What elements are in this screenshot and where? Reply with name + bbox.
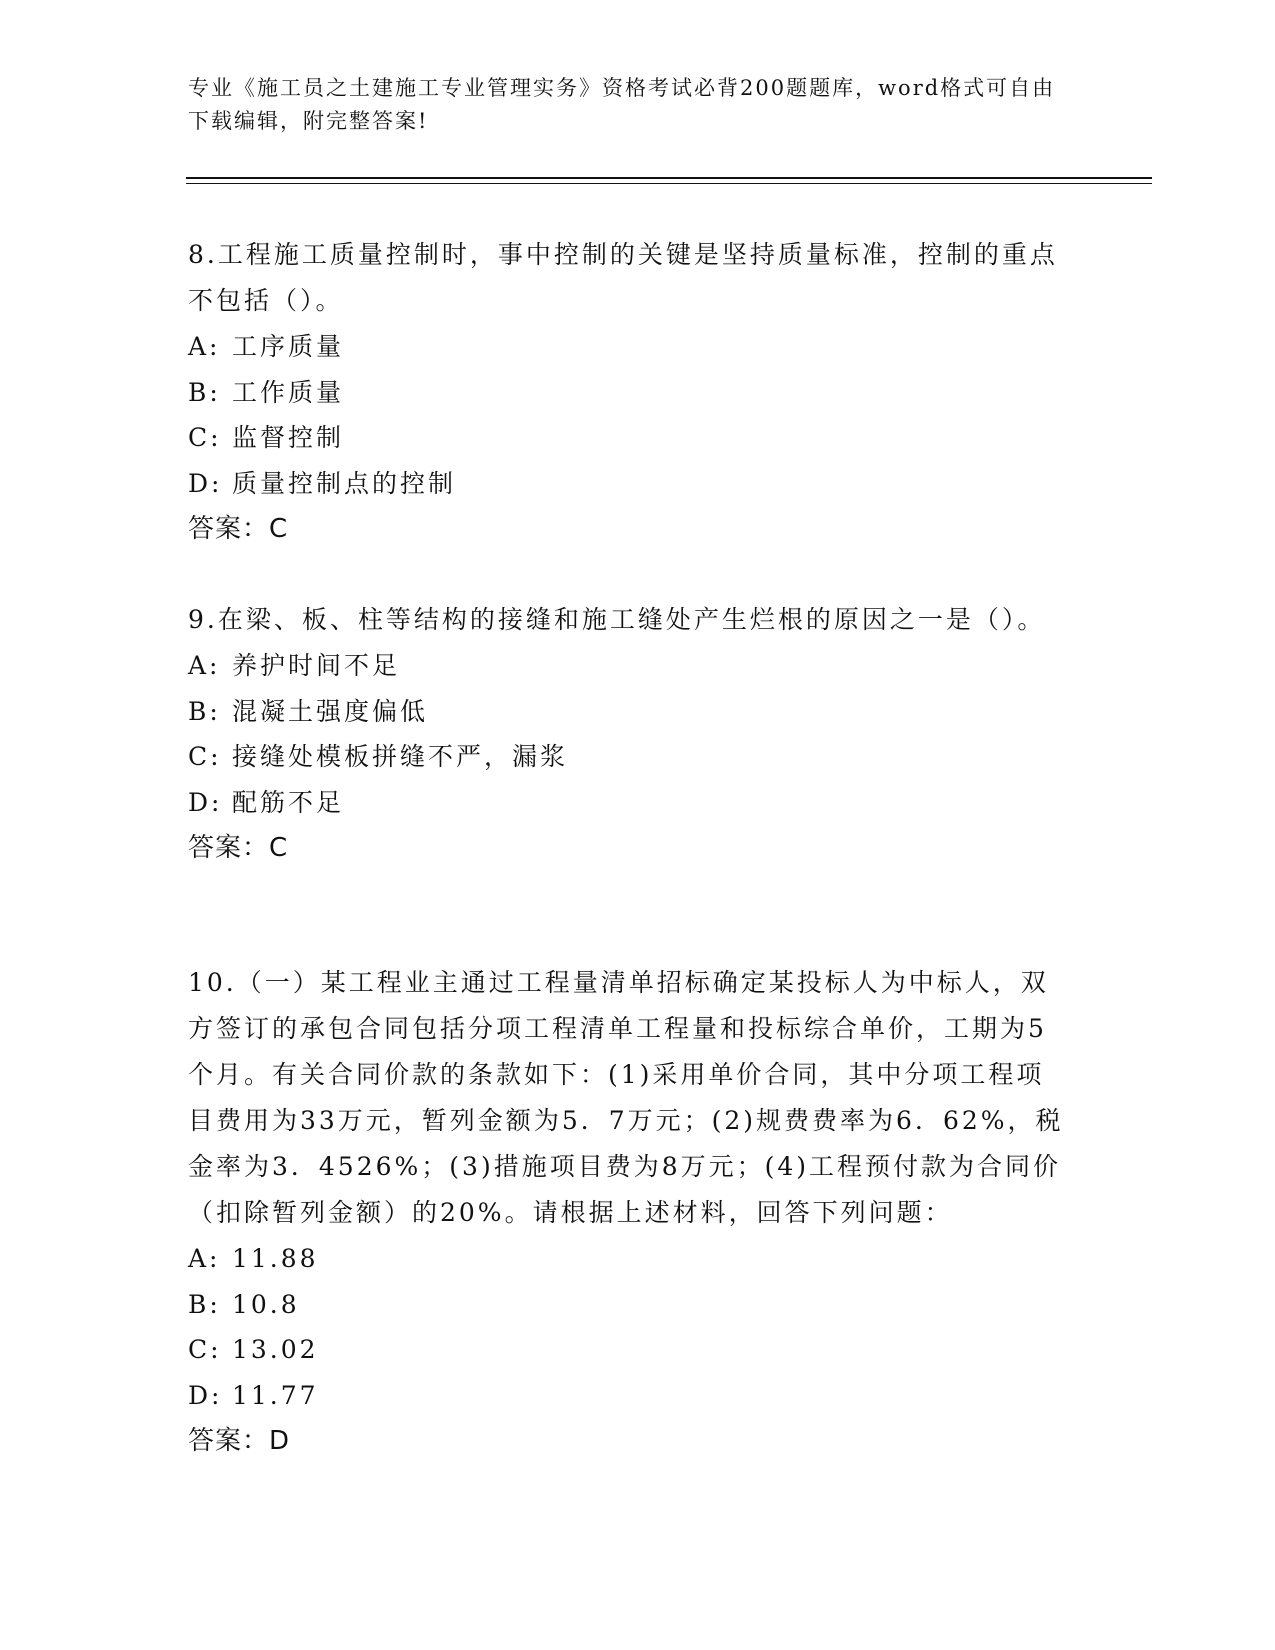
option-letter: A: — [188, 332, 221, 361]
option-text: 质量控制点的控制 — [232, 468, 457, 498]
option-b — [188, 689, 1068, 735]
option-text: 11.77 — [232, 1380, 319, 1410]
option-text: 接缝处模板拼缝不严，漏浆 — [232, 742, 569, 771]
option-b — [188, 1282, 1068, 1328]
option-text: 工作质量 — [232, 377, 345, 407]
option-letter: A: — [188, 651, 221, 680]
question-8 — [188, 232, 1068, 552]
document-header: 专业《施工员之土建施工专业管理实务》资格考试必背200题题库，word格式可自由下载编辑，附完整答案! — [188, 76, 1056, 133]
option-text: 监督控制 — [232, 423, 345, 452]
option-text: 11.88 — [232, 1244, 319, 1273]
option-text: 工序质量 — [232, 332, 345, 361]
option-letter: A: — [188, 1244, 221, 1273]
answer-line: 答案：C — [188, 514, 289, 544]
option-letter: C: — [188, 742, 222, 771]
question-10 — [188, 960, 1068, 1464]
option-letter: D: — [188, 468, 223, 498]
question-9 — [188, 597, 1068, 871]
option-letter: B: — [188, 696, 221, 726]
option-a — [188, 1236, 1068, 1282]
question-stem: 8.工程施工质量控制时，事中控制的关键是坚持质量标准，控制的重点不包括（）。 — [188, 240, 1058, 315]
option-letter: B: — [188, 377, 221, 407]
option-a — [188, 324, 1068, 370]
option-c — [188, 415, 1068, 461]
answer-line: 答案：C — [188, 833, 289, 863]
option-a — [188, 643, 1068, 689]
option-text: 13.02 — [232, 1335, 319, 1364]
option-letter: D: — [188, 1380, 223, 1410]
option-d — [188, 461, 1068, 507]
header-divider-thick — [186, 177, 1152, 179]
option-c — [188, 734, 1068, 780]
header-divider-thin — [186, 183, 1152, 184]
option-letter: B: — [188, 1289, 221, 1319]
option-letter: C: — [188, 423, 222, 452]
option-letter: C: — [188, 1335, 222, 1364]
option-d — [188, 1373, 1068, 1419]
option-text: 10.8 — [232, 1289, 300, 1319]
question-stem: 10.（一）某工程业主通过工程量清单招标确定某投标人为中标人，双方签订的承包合同包括分项工程清单工程量和投标综合单价，工期为5个月。有关合同价款的条款如下：(1)采用单价合同，其中分项工程项目费用为33万元，暂列金额为5．7万元；(2)规费费率为6．62%，税金率为3．4526%；(3)措施项目费为8万元；(4)工程预付款为合同价（扣除暂列金额）的20%。请根据上述材料，回答下列问题： — [188, 968, 1064, 1227]
option-d — [188, 780, 1068, 826]
option-letter: D: — [188, 787, 223, 817]
option-text: 混凝土强度偏低 — [232, 696, 429, 726]
question-stem: 9.在梁、板、柱等结构的接缝和施工缝处产生烂根的原因之一是（）。 — [188, 605, 1046, 634]
option-c — [188, 1327, 1068, 1373]
option-text: 配筋不足 — [232, 787, 345, 817]
option-b — [188, 370, 1068, 416]
answer-line: 答案：D — [188, 1426, 291, 1456]
option-text: 养护时间不足 — [232, 651, 401, 680]
